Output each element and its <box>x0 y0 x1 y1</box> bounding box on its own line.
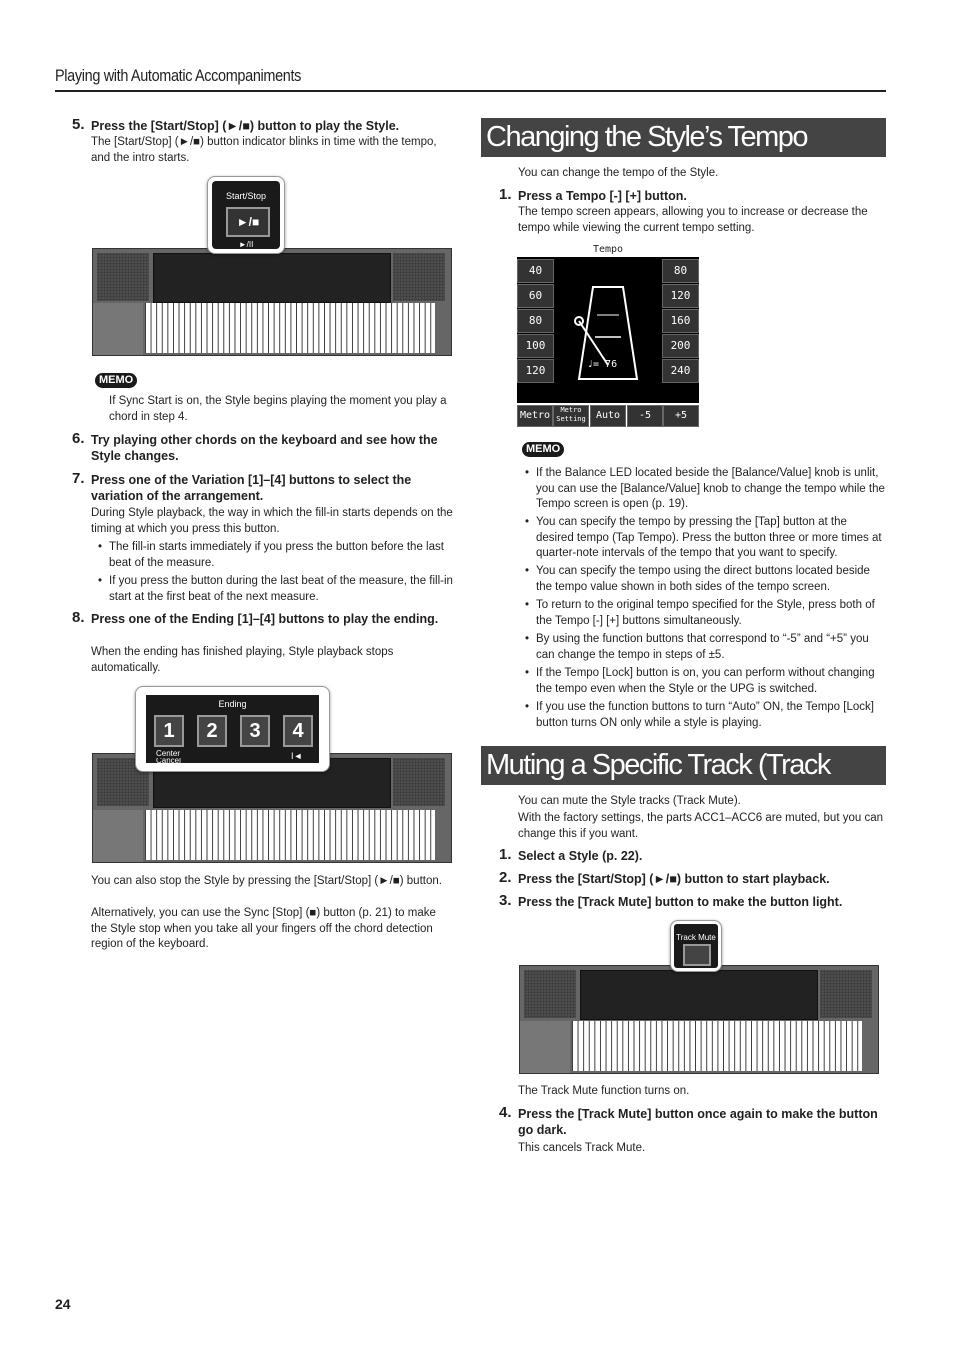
tempo-value: ♩= 76 <box>587 359 618 370</box>
section-heading: Muting a Specific Track (Track Mute) <box>481 746 886 785</box>
callout-sub: ►/II <box>238 240 254 249</box>
memo-badge: MEMO <box>522 442 564 457</box>
piano-keys <box>145 303 435 353</box>
bullet-item: • If you press the button during the last beat of the measure, the fill-in start at the first beat of the next measure. <box>109 574 454 605</box>
step-number: 6. <box>72 430 85 447</box>
pitch-controls <box>93 303 143 355</box>
speaker-grille <box>820 970 872 1018</box>
step-number: 7. <box>72 470 85 487</box>
step-5-body: The [Start/Stop] (►/■) button indicator blinks in time with the tempo, and the intro starts. <box>91 136 437 164</box>
pitch-controls <box>520 1021 570 1073</box>
step-number: 8. <box>72 609 85 626</box>
tempo-direct-button[interactable]: 60 <box>517 284 554 308</box>
function-button-minus5[interactable]: -5 <box>627 405 663 427</box>
function-button-auto[interactable]: Auto <box>590 405 626 427</box>
step-title: Select a Style (p. 22). <box>518 849 643 863</box>
stop-para-1: You can also stop the Style by pressing the [Start/Stop] (►/■) button. <box>91 875 442 887</box>
memo-bullet: • If you use the function buttons to turn “Auto” ON, the Tempo [Lock] button turns ON only while a style is playing. <box>536 700 886 731</box>
intro-text: You can change the tempo of the Style. <box>518 167 719 179</box>
function-button-plus5[interactable]: +5 <box>663 405 699 427</box>
step-title: Press the [Track Mute] button once again to make the button go dark. <box>518 1107 878 1137</box>
memo-bullet: • If the Tempo [Lock] button is on, you can perform without changing the tempo even when the Style or the UPG is switched. <box>536 666 886 697</box>
function-button-metro[interactable]: Metro <box>517 405 553 427</box>
step-number: 2. <box>499 869 512 886</box>
step-title: Press the [Start/Stop] (►/■) button to play the Style. <box>91 119 400 133</box>
memo-bullet: • To return to the original tempo specified for the Style, press both of the Tempo [-] [+] buttons simultaneously. <box>536 598 886 629</box>
control-panel <box>580 970 818 1020</box>
intro-text: You can mute the Style tracks (Track Mute). <box>518 795 741 807</box>
track-mute-button[interactable] <box>683 944 711 966</box>
ending-2-button[interactable]: 2 <box>197 715 227 747</box>
step-7-body: During Style playback, the way in which the fill-in starts depends on the timing at which you press this button. <box>91 507 453 535</box>
after-image-text: The Track Mute function turns on. <box>518 1085 690 1097</box>
start-stop-button[interactable]: ►/■ <box>226 207 270 237</box>
piano-keys <box>572 1021 862 1071</box>
tempo-direct-button[interactable]: 100 <box>517 334 554 358</box>
step-title: Try playing other chords on the keyboard and see how the Style changes. <box>91 433 438 463</box>
speaker-grille <box>393 758 445 806</box>
stop-para-2: Alternatively, you can use the Sync [Stop] (■) button (p. 21) to make the Style stop when you take all your fingers off the chord detection region of the keyboard. <box>91 907 436 950</box>
step-number: 3. <box>499 892 512 909</box>
keyboard-image <box>519 965 879 1074</box>
bullet-item: • The fill-in starts immediately if you press the button before the last beat of the measure. <box>109 540 454 571</box>
step-number: 1. <box>499 846 512 863</box>
callout-label: Track Mute <box>676 933 716 942</box>
keyboard-image <box>92 248 452 356</box>
section-heading: Changing the Style’s Tempo <box>481 118 886 157</box>
memo-badge: MEMO <box>95 373 137 388</box>
function-button-metro-setting[interactable]: Metro Setting <box>553 405 589 427</box>
memo-text: If Sync Start is on, the Style begins playing the moment you play a chord in step 4. <box>109 395 447 423</box>
step-title: Press the [Start/Stop] (►/■) button to start playback. <box>518 872 830 886</box>
callout-label: Ending <box>218 699 247 709</box>
speaker-grille <box>97 253 149 301</box>
intro-text: With the factory settings, the parts ACC1–ACC6 are muted, but you can change this if you want. <box>518 812 883 840</box>
ending-1-button[interactable]: 1 <box>154 715 184 747</box>
ending-3-button[interactable]: 3 <box>240 715 270 747</box>
step-title: Press one of the Variation [1]–[4] buttons to select the variation of the arrangement. <box>91 473 412 503</box>
pitch-controls <box>93 810 143 862</box>
tempo-direct-button[interactable]: 120 <box>517 359 554 383</box>
tempo-direct-button[interactable]: 80 <box>517 309 554 333</box>
step-title: Press a Tempo [-] [+] button. <box>518 189 687 203</box>
callout-label: Start/Stop <box>225 191 267 201</box>
ending-callout <box>135 686 330 772</box>
prev-icon: I◄ <box>291 751 303 761</box>
tempo-direct-button[interactable]: 120 <box>662 284 699 308</box>
step-title: Press one of the Ending [1]–[4] buttons to play the ending. <box>91 612 439 626</box>
step-number: 5. <box>72 116 85 133</box>
piano-keys <box>145 810 435 860</box>
tempo-screen-title: Tempo <box>592 244 624 255</box>
step-number: 1. <box>499 186 512 203</box>
tempo-direct-button[interactable]: 40 <box>517 259 554 283</box>
step-1-body: The tempo screen appears, allowing you to increase or decrease the tempo while viewing the current tempo setting. <box>518 206 868 234</box>
center-label: Center <box>156 749 181 758</box>
memo-bullet: • By using the function buttons that correspond to “-5” and “+5” you can change the tempo in steps of ±5. <box>536 632 886 663</box>
running-header: Playing with Automatic Accompaniments <box>55 66 302 85</box>
memo-bullet: • You can specify the tempo using the direct buttons located beside the tempo value shown in both sides of the tempo screen. <box>536 564 886 595</box>
track-mute-callout <box>670 920 722 972</box>
control-panel <box>153 253 391 303</box>
memo-bullet: • If the Balance LED located beside the [Balance/Value] knob is unlit, you can use the [Balance/Value] knob to change the tempo while the Tempo screen is open (p. 19). <box>536 466 886 513</box>
speaker-grille <box>524 970 576 1018</box>
step-4-body: This cancels Track Mute. <box>518 1142 646 1154</box>
header-rule <box>55 90 886 92</box>
memo-bullet: • You can specify the tempo by pressing the [Tap] button at the desired tempo (Tap Tempo). Press the button three or more times at quarter-note intervals of the tempo that you want to specify. <box>536 515 886 562</box>
speaker-grille <box>393 253 445 301</box>
tempo-direct-button[interactable]: 200 <box>662 334 699 358</box>
step-title: Press the [Track Mute] button to make the button light. <box>518 895 843 909</box>
tempo-display <box>517 257 699 403</box>
step-8-body: When the ending has finished playing, Style playback stops automatically. <box>91 646 394 674</box>
start-stop-callout <box>207 176 285 254</box>
tempo-direct-button[interactable]: 160 <box>662 309 699 333</box>
tempo-screen <box>517 243 699 425</box>
page-number: 24 <box>55 1296 71 1312</box>
cancel-label: Cancel <box>156 758 181 763</box>
tempo-direct-button[interactable]: 80 <box>662 259 699 283</box>
ending-4-button[interactable]: 4 <box>283 715 313 747</box>
step-number: 4. <box>499 1104 512 1121</box>
tempo-direct-button[interactable]: 240 <box>662 359 699 383</box>
